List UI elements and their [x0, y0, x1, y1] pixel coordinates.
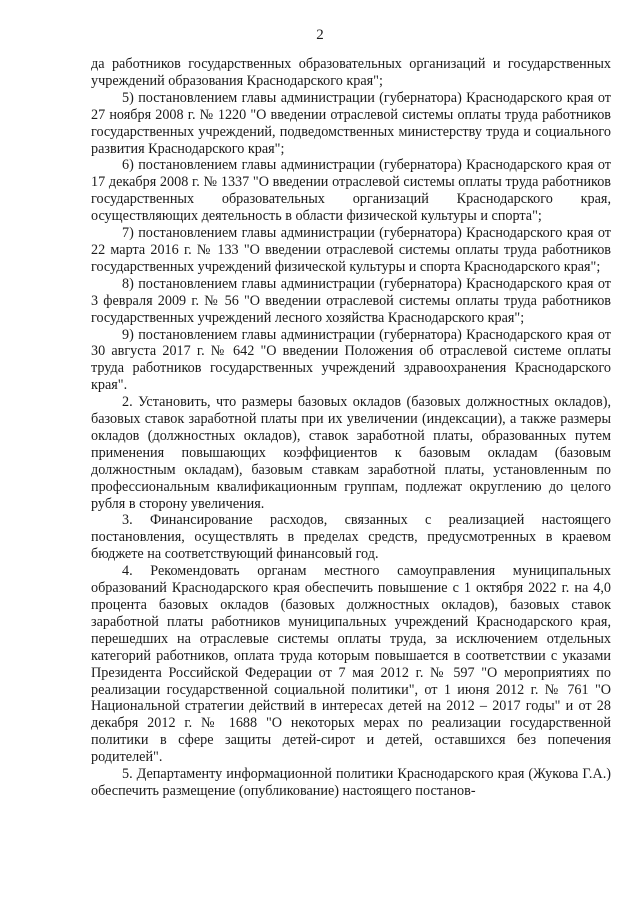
paragraph-item-7: 7) постановлением главы администрации (губернатора) Краснодарского края от 22 марта 2016 г. № 133 "О введении отраслевой системы оплаты труда работников государственных учреждений физической культуры и спорта Краснодарского края"; [91, 225, 611, 275]
paragraph-section-3: 3. Финансирование расходов, связанных с реализацией настоящего постановления, осуществлять в пределах средств, предусмотренных в краевом бюджете на соответствующий финансовый год. [91, 512, 611, 563]
paragraph-item-8: 8) постановлением главы администрации (губернатора) Краснодарского края от 3 февраля 2009 г. № 56 "О введении отраслевой системы оплаты труда работников государственных учреждений лесного хозяйства Краснодарского края"; [91, 275, 611, 326]
paragraph-item-9: 9) постановлением главы администрации (губернатора) Краснодарского края от 30 августа 2017 г. № 642 "О введении Положения об отраслевой системе оплаты труда работников государственных учреждений здравоохранения Краснодарского края". [91, 326, 611, 394]
paragraph-section-5: 5. Департаменту информационной политики Краснодарского края (Жукова Г.А.) обеспечить размещение (опубликование) настоящего постанов- [91, 766, 611, 799]
paragraph-item-5: 5) постановлением главы администрации (губернатора) Краснодарского края от 27 ноября 2008 г. № 1220 "О введении отраслевой системы оплаты труда работников государственных учреждений, подведомственных министерству труда и социального развития Краснодарского края"; [91, 89, 611, 157]
page-number: 2 [316, 27, 324, 43]
paragraph-item-6: 6) постановлением главы администрации (губернатора) Краснодарского края от 17 декабря 2008 г. № 1337 "О введении отраслевой системы оплаты труда работников государственных образовательных организаций Краснодарского края, осуществляющих деятельность в области физической культуры и спорта"; [91, 157, 611, 225]
paragraph-continuation: да работников государственных образовательных организаций и государственных учреждений образования Краснодарского края"; [91, 56, 611, 89]
document-body [91, 56, 611, 800]
paragraph-section-2: 2. Установить, что размеры базовых окладов (базовых должностных окладов), базовых ставок заработной платы при их увеличении (индексации), а также размеры окладов (должностных окладов), ставок заработной платы, образованных путем применения повышающих коэффициентов к базовым окладам (базовым должностным окладам), базовым ставкам заработной платы, установленным по профессиональным квалификационным группам, подлежат округлению до целого рубля в сторону увеличения. [91, 394, 611, 512]
paragraph-section-4: 4. Рекомендовать органам местного самоуправления муниципальных образований Краснодарского края обеспечить повышение с 1 октября 2022 г. на 4,0 процента базовых окладов (базовых должностных окладов), базовых ставок заработной платы работников муниципальных учреждений Краснодарского края, перешедших на отраслевые системы оплаты труда, за исключением отдельных категорий работников, оплата труда которым повышается в соответствии с указами Президента Российской Федерации от 7 мая 2012 г. № 597 "О мероприятиях по реализации государственной социальной политики", от 1 июня 2012 г. № 761 "О Национальной стратегии действий в интересах детей на 2012 – 2017 годы" и от 28 декабря 2012 г. № 1688 "О некоторых мерах по реализации государственной политики в сфере защиты детей-сирот и детей, оставшихся без попечения родителей". [91, 563, 611, 766]
